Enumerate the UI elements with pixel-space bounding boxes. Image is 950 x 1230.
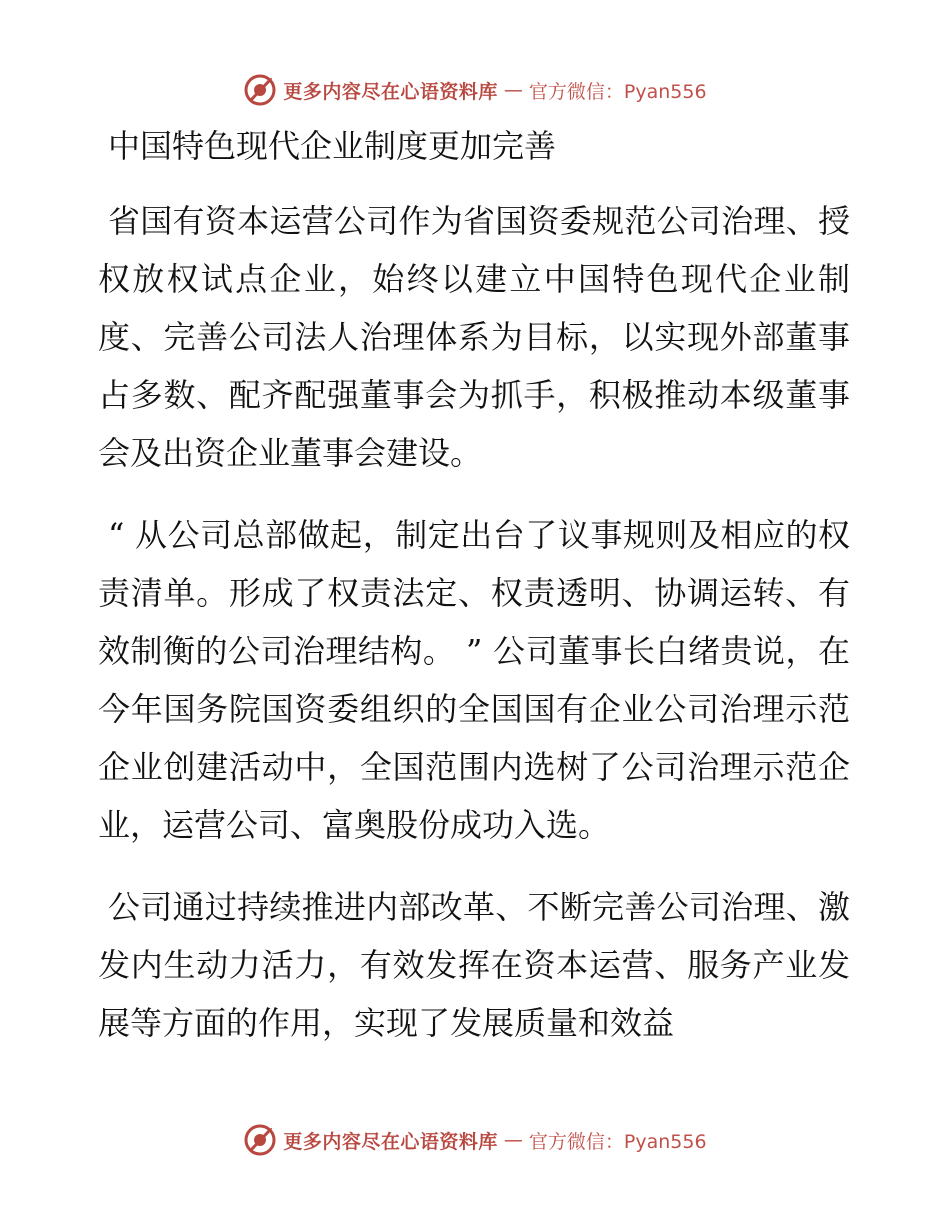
banner-separator: — <box>503 1129 523 1151</box>
brand-logo-icon <box>243 73 277 107</box>
header-banner <box>0 70 950 110</box>
banner-text: 更多内容尽在心语资料库 <box>283 80 498 103</box>
article-heading: 中国特色现代企业制度更加完善 <box>108 127 557 165</box>
footer-banner <box>0 1120 950 1160</box>
banner-text: 更多内容尽在心语资料库 <box>283 1130 498 1153</box>
paragraph-3: 公司通过持续推进内部改革、不断完善公司治理、激发内生动力活力，有效发挥在资本运营、服务产业发展等方面的作用，实现了发展质量和效益 <box>98 888 850 1042</box>
paragraph-1: 省国有资本运营公司作为省国资委规范公司治理、授权放权试点企业，始终以建立中国特色现代企业制度、完善公司法人治理体系为目标，以实现外部董事占多数、配齐配强董事会为抓手，积极推动本级董事会及出资企业董事会建设。 <box>98 202 850 472</box>
banner-wechat: 官方微信：Pyan556 <box>528 80 707 103</box>
brand-logo-icon <box>243 1123 277 1157</box>
banner-wechat: 官方微信：Pyan556 <box>528 1130 707 1153</box>
paragraph-2: “ 从公司总部做起，制定出台了议事规则及相应的权责清单。形成了权责法定、权责透明、协调运转、有效制衡的公司治理结构。 ” 公司董事长白绪贵说，在今年国务院国资委组织的全国国有企业公司治理示范企业创建活动中，全国范围内选树了公司治理示范企业，运营公司、富奥股份成功入选。 <box>98 516 850 844</box>
document-body <box>98 122 850 1076</box>
banner-separator: — <box>503 79 523 101</box>
